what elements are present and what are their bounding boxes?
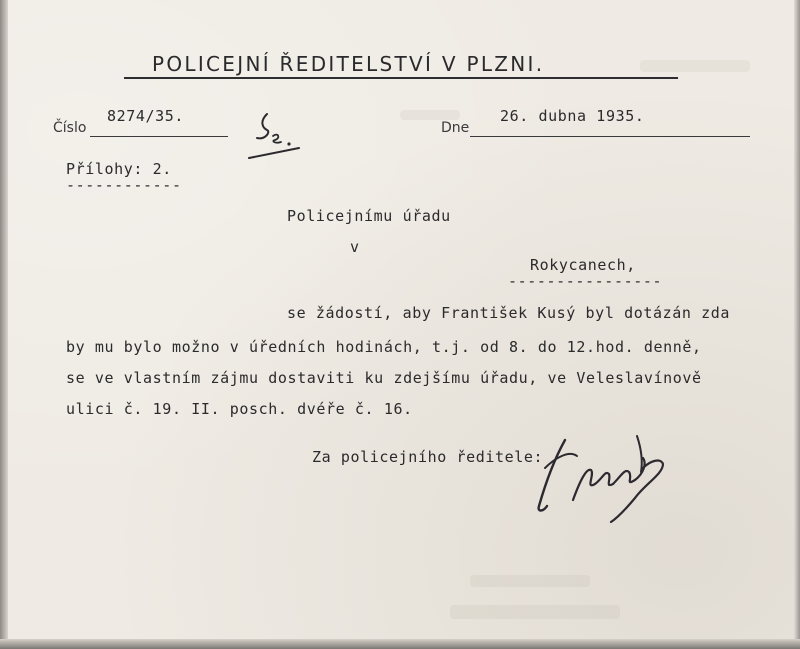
recipient-office: Policejnímu úřadu [287,207,451,225]
recipient-preposition: v [350,238,360,256]
date-value: 26. dubna 1935. [500,107,645,125]
reference-number: 8274/35. [107,107,185,125]
attachments-underline: ------------ [66,176,182,194]
closing-line: Za policejního ředitele: [312,448,544,466]
bleed-through-mark [640,60,750,72]
header-underline [124,77,678,79]
bleed-through-mark [400,110,460,120]
recipient-underline: ---------------- [508,272,663,290]
body-line-3: se ve vlastním zájmu dostaviti ku zdejšímu úřadu, ve Veleslavínově [66,369,702,387]
reference-label: Číslo [53,120,87,136]
bleed-through-mark [470,575,590,587]
date-rule [470,136,750,137]
reference-rule [90,136,228,137]
body-line-1: se žádostí, aby František Kusý byl dotázán zda [287,304,731,322]
attachments-line: Přílohy: 2. [66,160,172,178]
body-line-2: by mu bylo možno v úředních hodinách, t.j. od 8. do 12.hod. denně, [66,338,702,356]
handwritten-initial [245,108,305,163]
date-label: Dne [441,120,470,136]
page-edge-left [0,0,8,649]
recipient-town: Rokycanech, [530,256,636,274]
page-edge-bottom [0,639,800,649]
body-line-4: ulici č. 19. II. posch. dvéře č. 16. [66,400,413,418]
bleed-through-mark [450,605,620,619]
handwritten-signature [525,428,675,528]
office-header: POLICEJNÍ ŘEDITELSTVÍ V PLZNI. [152,52,545,76]
page-edge-right [794,0,800,649]
